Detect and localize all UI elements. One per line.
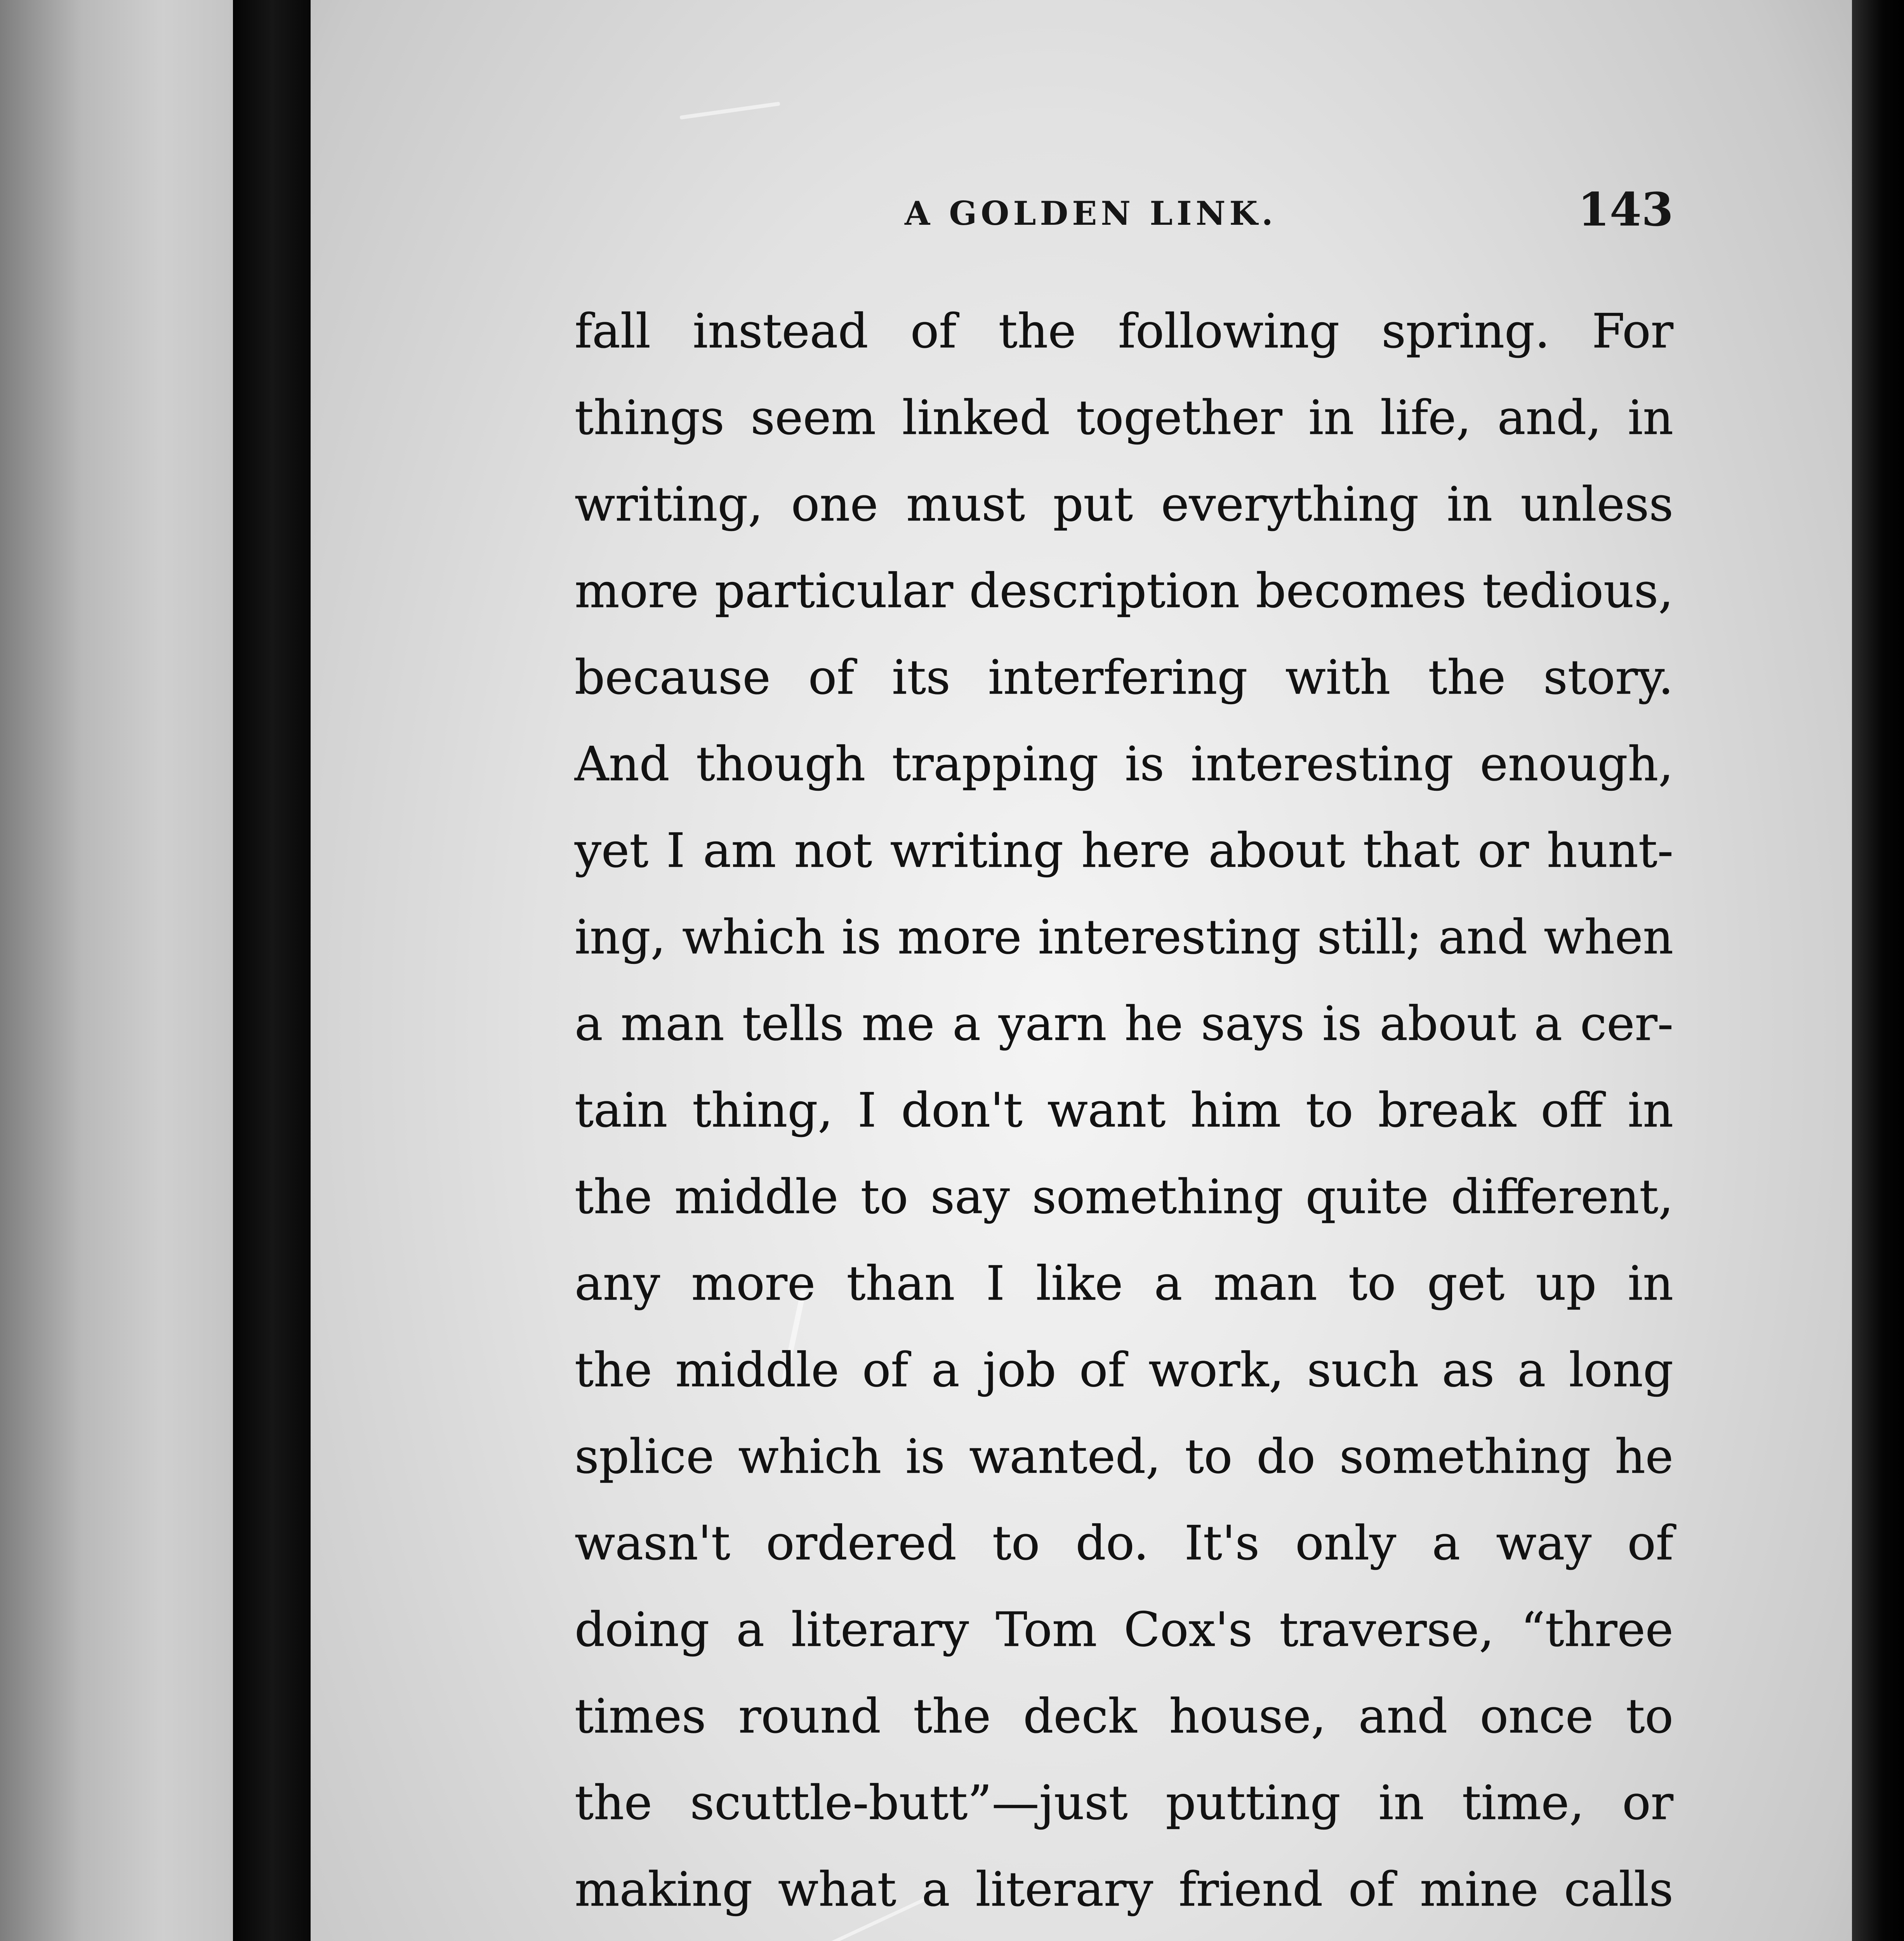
text-line: fall instead of the following spring. For [575, 304, 1673, 359]
facing-page-edge [0, 0, 233, 1941]
text-line: the middle to say something quite different, [575, 1169, 1673, 1224]
text-line: any more than I like a man to get up in [575, 1256, 1673, 1311]
book-gutter [233, 0, 311, 1941]
text-line: writing, one must put everything in unless [575, 477, 1673, 532]
text-line: tain thing, I don't want him to break off in [575, 1083, 1673, 1138]
text-line: the scuttle-butt”—just putting in time, or [575, 1775, 1673, 1830]
text-line: yet I am not writing here about that or hunt- [575, 823, 1673, 878]
right-page-edge [1852, 0, 1904, 1941]
text-line: splice which is wanted, to do something he [575, 1429, 1673, 1484]
text-line: making what a literary friend of mine calls [575, 1862, 1673, 1917]
text-line: doing a literary Tom Cox's traverse, “three [575, 1602, 1673, 1657]
text-line: a man tells me a yarn he says is about a cer- [575, 996, 1673, 1051]
text-line: the middle of a job of work, such as a long [575, 1342, 1673, 1398]
text-line: ing, which is more interesting still; and when [575, 910, 1673, 965]
running-head-title: A GOLDEN LINK. [905, 194, 1277, 233]
page-number: 143 [1577, 182, 1673, 236]
running-head [575, 182, 1673, 245]
text-line [575, 1933, 1673, 1941]
text-line: times round the deck house, and once to [575, 1689, 1673, 1744]
body-text [575, 288, 1673, 1941]
text-line: things seem linked together in life, and, in [575, 390, 1673, 445]
text-line: wasn't ordered to do. It's only a way of [575, 1516, 1673, 1571]
film-scratch [680, 102, 780, 120]
text-line: because of its interfering with the story. [575, 650, 1673, 705]
text-line: more particular description becomes tedious, [575, 563, 1673, 618]
text-line: And though trapping is interesting enough, [575, 736, 1673, 792]
